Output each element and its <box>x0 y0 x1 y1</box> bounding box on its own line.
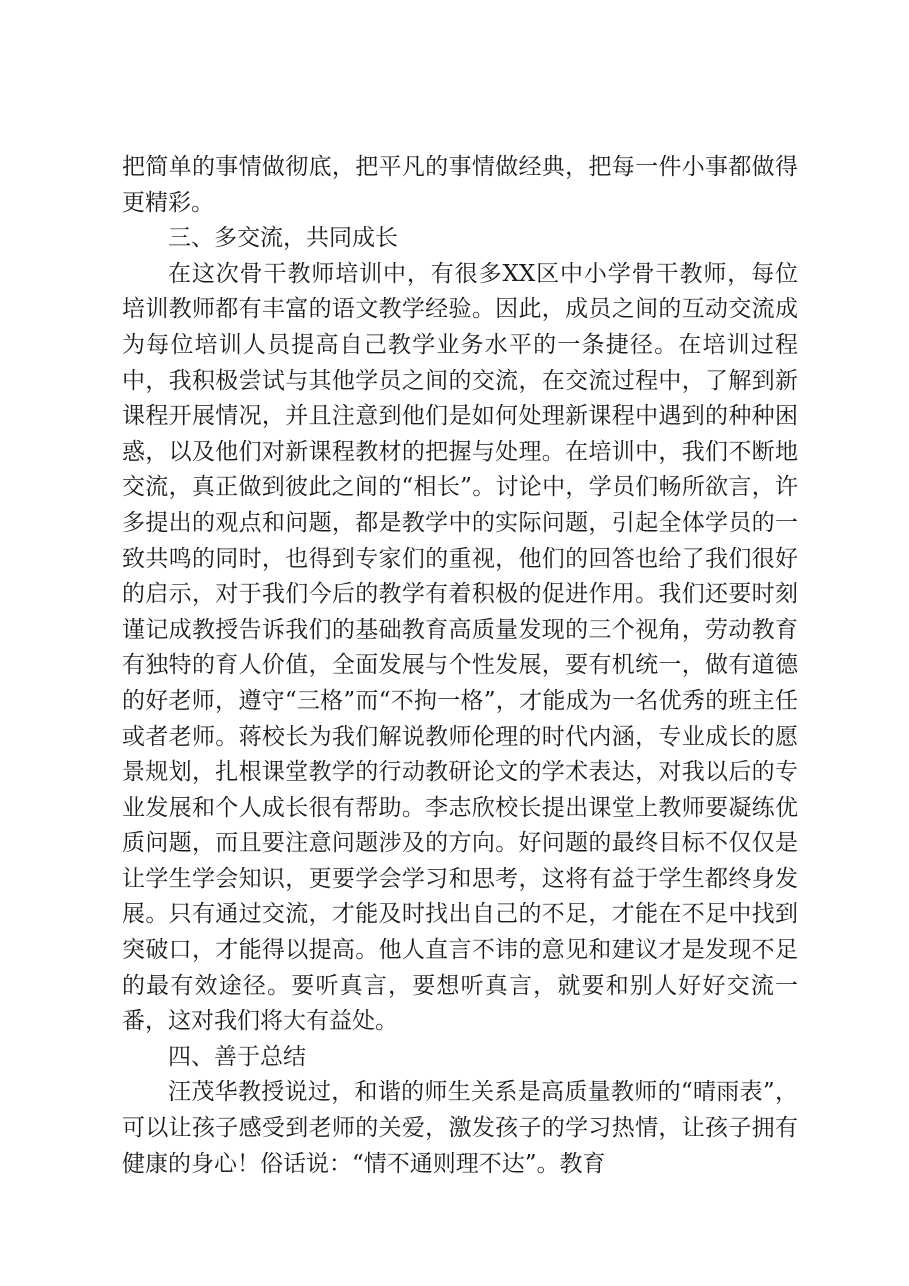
document-body <box>122 150 798 1182</box>
section-heading-three: 三、多交流，共同成长 <box>168 225 398 252</box>
paragraph-continuation: 把简单的事情做彻底，把平凡的事情做经典，把每一件小事都做得更精彩。 <box>122 154 798 216</box>
paragraph-exchange: 在这次骨干教师培训中，有很多XX区中小学骨干教师，每位培训教师都有丰富的语文教学经验。因此，成员之间的互动交流成为每位培训人员提高自己教学业务水平的一条捷径。在培训过程中，我积极尝试与其他学员之间的交流，在交流过程中，了解到新课程开展情况，并且注意到他们是如何处理新课程中遇到的种种困惑，以及他们对新课程教材的把握与处理。在培训中，我们不断地交流，真正做到彼此之间的“相长”。讨论中，学员们畅所欲言，许多提出的观点和问题，都是教学中的实际问题，引起全体学员的一致共鸣的同时，也得到专家们的重视，他们的回答也给了我们很好的启示，对于我们今后的教学有着积极的促进作用。我们还要时刻谨记成教授告诉我们的基础教育高质量发现的三个视角，劳动教育有独特的育人价值，全面发展与个性发展，要有机统一，做有道德的好老师，遵守“三格”而“不拘一格”，才能成为一名优秀的班主任或者老师。蒋校长为我们解说教师伦理的时代内涵，专业成长的愿景规划，扎根课堂教学的行动教研论文的学术表达，对我以后的专业发展和个人成长很有帮助。李志欣校长提出课堂上教师要凝练优质问题，而且要注意问题涉及的方向。好问题的最终目标不仅仅是让学生学会知识，更要学会学习和思考，这将有益于学生都终身发展。只有通过交流，才能及时找出自己的不足，才能在不足中找到突破口，才能得以提高。他人直言不讳的意见和建议才是发现不足的最有效途径。要听真言，要想听真言，就要和别人好好交流一番，这对我们将大有益处。 <box>122 260 798 1035</box>
paragraph-summary: 汪茂华教授说过，和谐的师生关系是高质量教师的“晴雨表”，可以让孩子感受到老师的关爱，激发孩子的学习热情，让孩子拥有健康的身心！俗话说：“情不通则理不达”。教育 <box>122 1079 798 1177</box>
section-heading-four: 四、善于总结 <box>168 1043 306 1070</box>
